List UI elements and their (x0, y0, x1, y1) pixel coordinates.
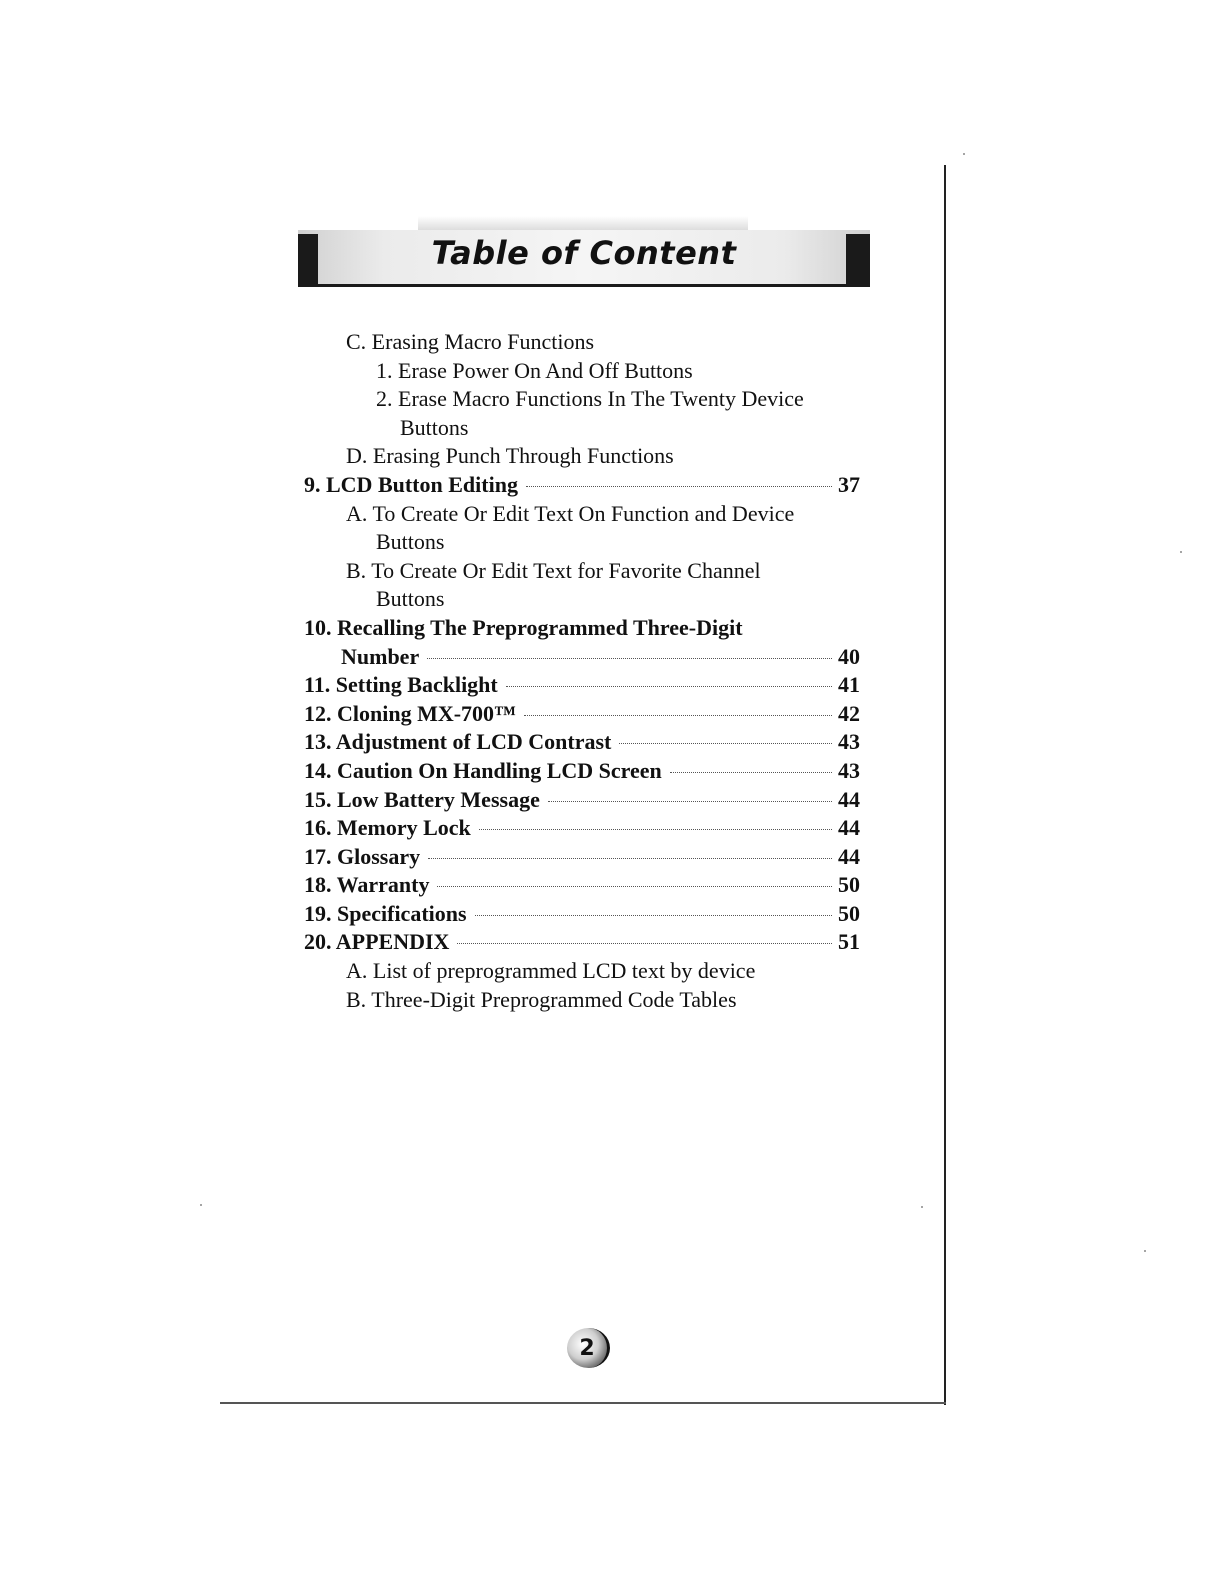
toc-entry-label: B. To Create Or Edit Text for Favorite Channel (346, 557, 761, 583)
toc-entry-page: 42 (838, 700, 860, 726)
toc-entry-label: 20. APPENDIX (304, 929, 450, 955)
toc-entry-page: 51 (838, 929, 860, 955)
scan-speck (1180, 551, 1182, 553)
toc-entry (304, 414, 860, 443)
toc-entry-label: A. To Create Or Edit Text On Function and Device (346, 500, 795, 526)
toc-entry-label: 17. Glossary (304, 843, 421, 869)
toc-entry-label: Number (341, 643, 420, 669)
toc-entry (304, 671, 860, 700)
toc-entry-label: 10. Recalling The Preprogrammed Three-Digit (304, 614, 743, 640)
toc-entry-label: 2. Erase Macro Functions In The Twenty Device (376, 386, 804, 412)
toc-entry-page: 50 (838, 872, 860, 898)
dot-leader (548, 801, 832, 802)
page-title: Table of Content (431, 234, 737, 272)
toc-entry (304, 528, 860, 557)
toc-entry-label: D. Erasing Punch Through Functions (346, 443, 674, 469)
toc-entry-page: 41 (838, 672, 860, 698)
toc-entry-label: A. List of preprogrammed LCD text by device (346, 958, 756, 984)
toc-entry (304, 928, 860, 957)
dot-leader (428, 858, 832, 859)
toc-entry (304, 728, 860, 757)
toc-entry (304, 442, 860, 471)
toc-entry-label: Buttons (376, 529, 445, 555)
page-number-badge (567, 1328, 610, 1368)
dot-leader (526, 486, 832, 487)
toc-entry-label: Buttons (400, 414, 469, 440)
bottom-border-rule (220, 1402, 946, 1404)
toc-entry-label: 1. Erase Power On And Off Buttons (376, 357, 693, 383)
right-border-rule (944, 165, 946, 1405)
toc-entry (304, 385, 860, 414)
toc-entry-page: 44 (838, 815, 860, 841)
toc-entry-page: 44 (838, 786, 860, 812)
dot-leader (437, 886, 832, 887)
dot-leader (479, 829, 832, 830)
title-banner (298, 222, 870, 288)
dot-leader (506, 686, 832, 687)
toc-entry-page: 50 (838, 900, 860, 926)
scan-speck (921, 1206, 923, 1208)
toc-entry (304, 871, 860, 900)
toc-entry-label: 12. Cloning MX-700™ (304, 700, 517, 726)
scan-speck (1144, 1250, 1146, 1252)
dot-leader (427, 658, 832, 659)
toc-entry (304, 328, 860, 357)
toc-entry-page: 40 (838, 643, 860, 669)
banner-underline (298, 284, 870, 287)
toc-entry (304, 471, 860, 500)
toc-entry (304, 814, 860, 843)
table-of-contents (304, 328, 860, 1014)
toc-entry (304, 757, 860, 786)
scan-speck (963, 153, 965, 155)
toc-entry-page: 37 (838, 471, 860, 497)
toc-entry (304, 585, 860, 614)
toc-entry-label: C. Erasing Macro Functions (346, 329, 595, 354)
toc-entry-label: 13. Adjustment of LCD Contrast (304, 729, 612, 755)
toc-entry-label: 19. Specifications (304, 900, 467, 926)
toc-entry-label: 9. LCD Button Editing (304, 471, 518, 497)
toc-entry (304, 557, 860, 586)
dot-leader (475, 915, 832, 916)
toc-entry-label: Buttons (376, 586, 445, 612)
toc-entry (304, 643, 860, 672)
toc-entry (304, 500, 860, 529)
toc-entry (304, 700, 860, 729)
toc-entry (304, 900, 860, 929)
toc-entry (304, 614, 860, 643)
toc-entry-page: 44 (838, 843, 860, 869)
toc-entry (304, 843, 860, 872)
scan-speck (200, 1204, 202, 1206)
toc-entry-label: 11. Setting Backlight (304, 672, 498, 698)
page-number: 2 (579, 1335, 595, 1361)
dot-leader (524, 715, 832, 716)
toc-entry-label: 15. Low Battery Message (304, 786, 540, 812)
toc-entry-label: B. Three-Digit Preprogrammed Code Tables (346, 986, 737, 1012)
dot-leader (619, 743, 832, 744)
dot-leader (670, 772, 832, 773)
toc-entry (304, 357, 860, 386)
toc-entry-label: 16. Memory Lock (304, 815, 471, 841)
toc-entry-page: 43 (838, 757, 860, 783)
toc-entry (304, 957, 860, 986)
toc-entry-label: 18. Warranty (304, 872, 430, 898)
toc-entry-label: 14. Caution On Handling LCD Screen (304, 757, 662, 783)
dot-leader (457, 943, 832, 944)
toc-entry-page: 43 (838, 729, 860, 755)
toc-entry (304, 786, 860, 815)
toc-entry (304, 986, 860, 1015)
